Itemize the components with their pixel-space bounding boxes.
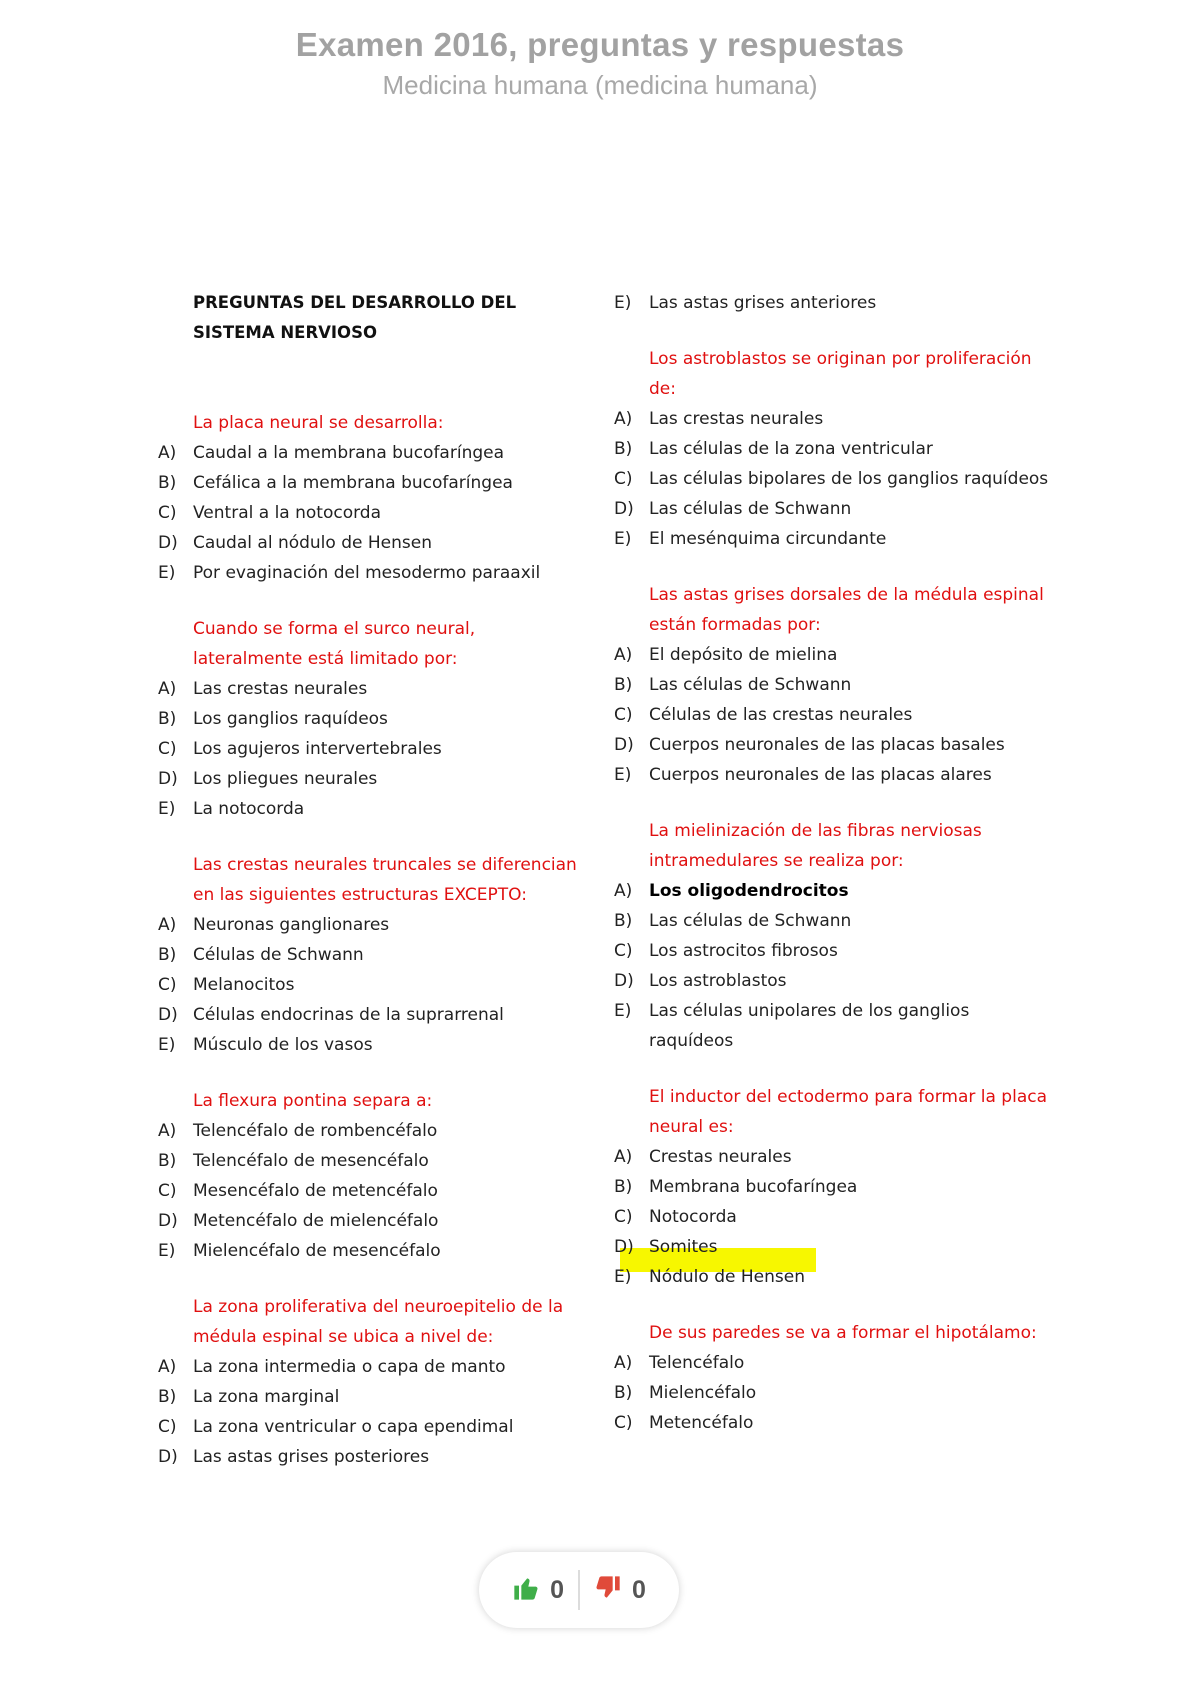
option-letter: D) bbox=[158, 1447, 178, 1467]
answer-option bbox=[614, 1232, 1054, 1262]
answer-option bbox=[158, 1176, 588, 1206]
option-letter: B) bbox=[158, 1151, 177, 1171]
option-letter: E) bbox=[158, 1241, 176, 1261]
answer-option bbox=[614, 640, 1054, 670]
option-text: Las células de la zona ventricular bbox=[649, 439, 933, 459]
question-text: La flexura pontina separa a: bbox=[193, 1091, 433, 1111]
answer-option bbox=[158, 1412, 588, 1442]
option-text: Los agujeros intervertebrales bbox=[193, 739, 442, 759]
question-text: De sus paredes se va a formar el hipotálamo: bbox=[649, 1323, 1037, 1343]
option-text: Caudal a la membrana bucofaríngea bbox=[193, 443, 505, 463]
option-text: El depósito de mielina bbox=[649, 645, 838, 665]
answer-option bbox=[614, 1378, 1054, 1408]
option-letter: D) bbox=[158, 1005, 178, 1025]
thumbs-up-count: 0 bbox=[550, 1575, 564, 1604]
option-text: Las células unipolares de los ganglios raquídeos bbox=[649, 1001, 970, 1051]
option-text: Metencéfalo bbox=[649, 1413, 754, 1433]
option-text: Telencéfalo de rombencéfalo bbox=[193, 1121, 438, 1141]
option-text: Cuerpos neuronales de las placas alares bbox=[649, 765, 992, 785]
option-letter: D) bbox=[614, 1237, 634, 1257]
answer-option bbox=[614, 434, 1054, 464]
answer-option bbox=[158, 940, 588, 970]
question-block bbox=[158, 850, 588, 1060]
option-letter: B) bbox=[158, 945, 177, 965]
question-text: Cuando se forma el surco neural, lateralmente está limitado por: bbox=[193, 619, 476, 669]
option-letter: D) bbox=[614, 499, 634, 519]
document-title: Examen 2016, preguntas y respuestas bbox=[295, 26, 905, 63]
option-letter: A) bbox=[158, 443, 177, 463]
answer-option bbox=[614, 1348, 1054, 1378]
question-block bbox=[614, 1082, 1054, 1292]
answer-option bbox=[158, 674, 588, 704]
option-text: Por evaginación del mesodermo paraaxil bbox=[193, 563, 541, 583]
option-text: La zona intermedia o capa de manto bbox=[193, 1357, 506, 1377]
option-letter: C) bbox=[158, 739, 177, 759]
option-letter: E) bbox=[614, 293, 632, 313]
question-text: La mielinización de las fibras nerviosas intramedulares se realiza por: bbox=[649, 821, 982, 871]
option-text: Las crestas neurales bbox=[193, 679, 368, 699]
option-letter: B) bbox=[614, 439, 633, 459]
answer-option bbox=[158, 498, 588, 528]
option-letter: C) bbox=[158, 975, 177, 995]
option-letter: C) bbox=[158, 503, 177, 523]
document-subtitle: Medicina humana (medicina humana) bbox=[382, 70, 818, 100]
option-text: Las células de Schwann bbox=[649, 499, 852, 519]
answer-option bbox=[614, 1202, 1054, 1232]
left-column bbox=[158, 288, 588, 1498]
option-letter: E) bbox=[614, 529, 632, 549]
option-text: Las células de Schwann bbox=[649, 675, 852, 695]
answer-option bbox=[158, 764, 588, 794]
option-letter: E) bbox=[158, 799, 176, 819]
question-text: La zona proliferativa del neuroepitelio de la médula espinal se ubica a nivel de: bbox=[193, 1297, 564, 1347]
option-letter: E) bbox=[614, 765, 632, 785]
option-letter: C) bbox=[614, 469, 633, 489]
answer-option bbox=[158, 528, 588, 558]
answer-option bbox=[614, 936, 1054, 966]
answer-option bbox=[158, 910, 588, 940]
option-text: Los oligodendrocitos bbox=[649, 881, 849, 901]
question-text: La placa neural se desarrolla: bbox=[193, 413, 444, 433]
option-text: Células endocrinas de la suprarrenal bbox=[193, 1005, 504, 1025]
answer-option bbox=[158, 1442, 588, 1472]
option-text: Nódulo de Hensen bbox=[649, 1267, 805, 1287]
option-text: Neuronas ganglionares bbox=[193, 915, 390, 935]
question-block bbox=[158, 408, 588, 588]
option-text: La notocorda bbox=[193, 799, 305, 819]
answer-option bbox=[158, 1030, 588, 1060]
option-text: Células de las crestas neurales bbox=[649, 705, 913, 725]
option-text: Membrana bucofaríngea bbox=[649, 1177, 858, 1197]
option-text: Mielencéfalo de mesencéfalo bbox=[193, 1241, 441, 1261]
option-text: Cuerpos neuronales de las placas basales bbox=[649, 735, 1005, 755]
option-letter: C) bbox=[614, 705, 633, 725]
option-letter: B) bbox=[614, 675, 633, 695]
option-letter: E) bbox=[158, 563, 176, 583]
right-column bbox=[614, 288, 1054, 1464]
answer-option bbox=[158, 558, 588, 588]
answer-option bbox=[614, 404, 1054, 434]
answer-option bbox=[158, 704, 588, 734]
option-letter: E) bbox=[614, 1267, 632, 1287]
question-text: El inductor del ectodermo para formar la placa neural es: bbox=[649, 1087, 1047, 1137]
answer-option bbox=[158, 438, 588, 468]
question-block bbox=[614, 816, 1054, 1056]
thumbs-down-count: 0 bbox=[632, 1575, 646, 1604]
option-text: Músculo de los vasos bbox=[193, 1035, 373, 1055]
option-letter: A) bbox=[158, 915, 177, 935]
question-text: Las crestas neurales truncales se diferencian en las siguientes estructuras EXCEPTO: bbox=[193, 855, 577, 905]
question-block bbox=[158, 1086, 588, 1266]
option-text: La zona ventricular o capa ependimal bbox=[193, 1417, 514, 1437]
option-letter: A) bbox=[614, 645, 633, 665]
thumbs-up-icon bbox=[512, 1574, 540, 1606]
answer-option bbox=[158, 734, 588, 764]
question-text: Las astas grises dorsales de la médula espinal están formadas por: bbox=[649, 585, 1044, 635]
option-letter: D) bbox=[158, 769, 178, 789]
option-letter: A) bbox=[614, 1353, 633, 1373]
vote-bar bbox=[479, 1552, 679, 1628]
option-text: Crestas neurales bbox=[649, 1147, 792, 1167]
question-block bbox=[614, 1318, 1054, 1438]
answer-option bbox=[614, 760, 1054, 790]
answer-option bbox=[614, 700, 1054, 730]
option-text: Cefálica a la membrana bucofaríngea bbox=[193, 473, 513, 493]
option-text: Las células bipolares de los ganglios raquídeos bbox=[649, 469, 1049, 489]
answer-option bbox=[614, 1408, 1054, 1438]
option-letter: B) bbox=[158, 473, 177, 493]
option-letter: D) bbox=[158, 533, 178, 553]
question-block bbox=[158, 1292, 588, 1472]
answer-option bbox=[158, 1236, 588, 1266]
option-text: Los pliegues neurales bbox=[193, 769, 378, 789]
option-text: Somites bbox=[649, 1237, 718, 1257]
option-text: El mesénquima circundante bbox=[649, 529, 887, 549]
option-letter: C) bbox=[158, 1417, 177, 1437]
answer-option bbox=[614, 524, 1054, 554]
thumbs-up-button[interactable] bbox=[498, 1574, 578, 1606]
answer-option bbox=[614, 730, 1054, 760]
document-header bbox=[0, 26, 1200, 101]
thumbs-down-button[interactable] bbox=[580, 1574, 660, 1606]
answer-option bbox=[614, 906, 1054, 936]
option-text: Las crestas neurales bbox=[649, 409, 824, 429]
answer-option bbox=[614, 1172, 1054, 1202]
option-text: Telencéfalo bbox=[649, 1353, 745, 1373]
answer-option bbox=[614, 464, 1054, 494]
option-text: Los astrocitos fibrosos bbox=[649, 941, 838, 961]
answer-option bbox=[614, 996, 1054, 1056]
option-letter: E) bbox=[614, 1001, 632, 1021]
option-text: Mesencéfalo de metencéfalo bbox=[193, 1181, 438, 1201]
option-text: Las células de Schwann bbox=[649, 911, 852, 931]
answer-option bbox=[158, 794, 588, 824]
answer-option bbox=[614, 1142, 1054, 1172]
option-letter: A) bbox=[614, 409, 633, 429]
option-letter: A) bbox=[614, 881, 633, 901]
answer-option bbox=[158, 1000, 588, 1030]
option-letter: D) bbox=[614, 971, 634, 991]
option-text: Las astas grises posteriores bbox=[193, 1447, 430, 1467]
option-letter: B) bbox=[158, 709, 177, 729]
answer-option bbox=[614, 494, 1054, 524]
question-block bbox=[614, 580, 1054, 790]
answer-option bbox=[158, 1116, 588, 1146]
option-text: Las astas grises anteriores bbox=[649, 293, 877, 313]
section-title: PREGUNTAS DEL DESARROLLO DEL SISTEMA NERVIOSO bbox=[193, 293, 517, 342]
answer-option bbox=[158, 1352, 588, 1382]
option-letter: A) bbox=[158, 1357, 177, 1377]
option-letter: C) bbox=[614, 1413, 633, 1433]
option-letter: B) bbox=[158, 1387, 177, 1407]
option-letter: A) bbox=[158, 1121, 177, 1141]
question-text: Los astroblastos se originan por proliferación de: bbox=[649, 349, 1032, 399]
option-text: Metencéfalo de mielencéfalo bbox=[193, 1211, 439, 1231]
option-letter: C) bbox=[158, 1181, 177, 1201]
answer-option bbox=[158, 1382, 588, 1412]
thumbs-down-icon bbox=[594, 1574, 622, 1606]
option-letter: B) bbox=[614, 1383, 633, 1403]
option-text: Células de Schwann bbox=[193, 945, 364, 965]
option-text: Los astroblastos bbox=[649, 971, 787, 991]
option-text: Ventral a la notocorda bbox=[193, 503, 381, 523]
answer-option bbox=[614, 1262, 1054, 1292]
option-text: La zona marginal bbox=[193, 1387, 340, 1407]
answer-option bbox=[614, 670, 1054, 700]
option-text: Caudal al nódulo de Hensen bbox=[193, 533, 432, 553]
answer-option bbox=[614, 966, 1054, 996]
option-letter: D) bbox=[614, 735, 634, 755]
question-block bbox=[158, 614, 588, 824]
question-block-continued bbox=[614, 288, 1054, 318]
answer-option bbox=[158, 970, 588, 1000]
answer-option bbox=[158, 468, 588, 498]
option-letter: B) bbox=[614, 911, 633, 931]
option-text: Telencéfalo de mesencéfalo bbox=[193, 1151, 429, 1171]
answer-option-correct bbox=[614, 876, 1054, 906]
answer-option bbox=[158, 1146, 588, 1176]
option-letter: A) bbox=[158, 679, 177, 699]
answer-option bbox=[614, 288, 1054, 318]
option-letter: A) bbox=[614, 1147, 633, 1167]
question-block bbox=[614, 344, 1054, 554]
option-letter: C) bbox=[614, 1207, 633, 1227]
option-letter: E) bbox=[158, 1035, 176, 1055]
option-text: Melanocitos bbox=[193, 975, 295, 995]
option-text: Los ganglios raquídeos bbox=[193, 709, 388, 729]
option-text: Mielencéfalo bbox=[649, 1383, 757, 1403]
option-letter: D) bbox=[158, 1211, 178, 1231]
option-text: Notocorda bbox=[649, 1207, 737, 1227]
option-letter: B) bbox=[614, 1177, 633, 1197]
answer-option bbox=[158, 1206, 588, 1236]
option-letter: C) bbox=[614, 941, 633, 961]
